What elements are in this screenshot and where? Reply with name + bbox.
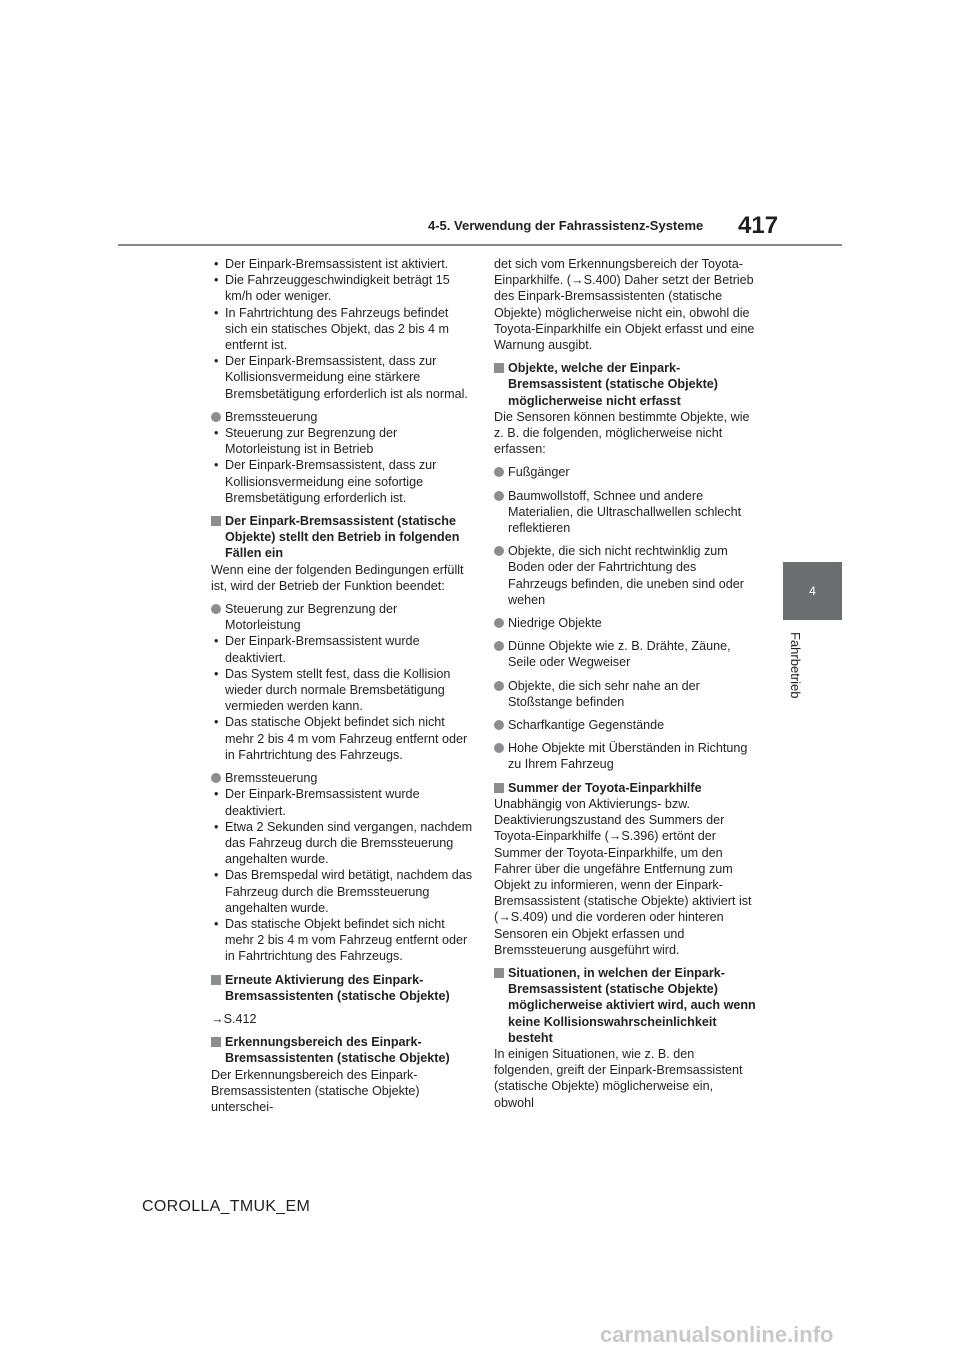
right-column [494,256,756,1118]
subheading [494,965,756,1046]
circle-bullet-icon [494,743,504,753]
undetected-item-block [494,678,756,710]
list-item: • Der Einpark-Bremsassistent wurde deaktiviert. [211,633,473,665]
brake-control-block-2 [211,770,473,964]
subheading [211,1034,473,1066]
subheading [494,780,756,796]
undetected-item-block [494,717,756,733]
circle-item-label: Objekte, die sich nicht rechtwinklig zum Boden oder der Fahrtrichtung des Fahrzeugs befinden, die uneben sind oder wehen [508,544,744,607]
reactivation-ref-block [211,1011,473,1027]
detection-cont-block [494,256,756,353]
circle-bullet-icon [494,467,504,477]
situations-heading-block [494,965,756,1046]
subheading-label: Objekte, welche der Einpark-Bremsassistent (statische Objekte) möglicherweise nicht erfasst [508,361,718,408]
paragraph: Unabhängig von Aktivierungs- bzw. Deaktivierungszustand des Summers der Toyota-Einparkhilfe (→S.396) ertönt der Summer der Toyota-Einparkhilfe, um den Fahrer über die ungefähre Entfernung zum Objekt zu informieren, wenn der Einpark-Bremsassistent (statische Objekte) aktiviert ist (→S.409) und die vorderen oder hinteren Sensoren ein Objekt erfassen und Bremssteuerung ausgeführt wird. [494,796,752,957]
detection-text-block [211,1067,473,1116]
chapter-number: 4 [809,584,816,598]
circle-bullet-icon [494,720,504,730]
paragraph: In einigen Situationen, wie z. B. den folgenden, greift der Einpark-Bremsassistent (statische Objekte) möglicherweise ein, obwohl [494,1046,743,1110]
circle-item-label: Scharfkantige Gegenstände [508,718,665,733]
circle-item [494,740,756,772]
situations-text-block [494,1046,756,1111]
watermark: carmanualsonline.info [600,1322,834,1347]
circle-item [494,488,756,537]
chapter-label: Fahrbetrieb [788,632,803,699]
list-item: • Der Einpark-Bremsassistent, dass zur Kollisionsvermeidung eine sofortige Bremsbetätigung erforderlich ist. [211,457,473,506]
subheading [494,360,756,409]
subheading-label: Der Einpark-Bremsassistent (statische Objekte) stellt den Betrieb in folgenden Fällen ein [225,514,460,561]
list-item: • Der Einpark-Bremsassistent wurde deaktiviert. [211,786,473,818]
undetected-item-block [494,464,756,480]
stop-text-block [211,562,473,594]
subheading-label: Erkennungsbereich des Einpark-Bremsassistenten (statische Objekte) [225,1035,450,1066]
list-item: • Etwa 2 Sekunden sind vergangen, nachdem das Fahrzeug durch die Bremssteuerung angehalten wurde. [211,819,473,868]
square-bullet-icon [211,1037,221,1047]
circle-item [211,770,473,786]
circle-item-label: Hohe Objekte mit Überständen in Richtung zu Ihrem Fahrzeug [508,741,748,772]
circle-item [494,615,756,631]
list-item: • Steuerung zur Begrenzung der Motorleistung ist in Betrieb [211,425,473,457]
section-title: 4-5. Verwendung der Fahrassistenz-Systeme [428,218,704,233]
page-number: 417 [738,212,779,239]
circle-bullet-icon [211,412,221,422]
subheading-label: Situationen, in welchen der Einpark-Bremsassistent (statische Objekte) möglicherweise aktiviert wird, auch wenn keine Kollisionswahrscheinlichkeit besteht [508,965,756,1045]
header-divider [118,244,842,246]
circle-item [494,543,756,608]
circle-bullet-icon [494,681,504,691]
paragraph: Wenn eine der folgenden Bedingungen erfüllt ist, wird der Betrieb der Funktion beendet: [211,562,464,593]
circle-item-label: Dünne Objekte wie z. B. Drähte, Zäune, Seile oder Wegweiser [508,639,731,670]
brake-control-block [211,409,473,506]
circle-item [494,638,756,670]
list-item: • Die Fahrzeuggeschwindigkeit beträgt 15 km/h oder weniger. [211,272,473,304]
circle-bullet-icon [494,641,504,651]
engine-limit-block [211,601,473,763]
list-item: • Der Einpark-Bremsassistent, dass zur Kollisionsvermeidung eine stärkere Bremsbetätigung erforderlich ist als normal. [211,353,473,402]
circle-bullet-icon [211,604,221,614]
undetected-item-block [494,615,756,631]
subheading [211,513,473,562]
circle-item-label: Niedrige Objekte [508,616,602,631]
circle-bullet-icon [211,773,221,783]
circle-item [211,409,473,425]
circle-bullet-icon [494,618,504,628]
circle-item [211,601,473,633]
paragraph: Der Erkennungsbereich des Einpark-Bremsassistenten (statische Objekte) unterschei- [211,1067,420,1114]
subheading-label: Summer der Toyota-Einparkhilfe [508,780,702,795]
undetected-item-block [494,638,756,670]
square-bullet-icon [211,516,221,526]
square-bullet-icon [494,783,504,793]
detection-heading-block [211,1034,473,1066]
paragraph: det sich vom Erkennungsbereich der Toyota-Einparkhilfe. (→S.400) Daher setzt der Betrieb des Einpark-Bremsassistenten (statische Objekte) möglicherweise nicht ein, obwohl die Toyota-Einparkhilfe ein Objekt erfasst und eine Warnung ausgibt. [494,257,755,353]
list-item: • Das statische Objekt befindet sich nicht mehr 2 bis 4 m vom Fahrzeug entfernt oder in Fahrtrichtung des Fahrzeugs. [211,916,473,965]
undetected-text-block [494,409,756,458]
buzzer-heading-block [494,780,756,796]
list-item: • Das statische Objekt befindet sich nicht mehr 2 bis 4 m vom Fahrzeug entfernt oder in Fahrtrichtung des Fahrzeugs. [211,714,473,763]
circle-item-label: Steuerung zur Begrenzung der Motorleistung [225,602,398,633]
circle-bullet-icon [494,546,504,556]
circle-item-label: Bremssteuerung [225,771,318,786]
list-item: • In Fahrtrichtung des Fahrzeugs befindet sich ein statisches Objekt, das 2 bis 4 m entfernt ist. [211,305,473,354]
list-item: • Der Einpark-Bremsassistent ist aktiviert. [211,256,473,272]
subheading [211,972,473,1004]
square-bullet-icon [494,363,504,373]
reactivation-heading-block [211,972,473,1004]
undetected-item-block [494,740,756,772]
undetected-item-block [494,543,756,608]
chapter-label-vertical [785,632,803,742]
buzzer-text-block [494,796,756,958]
left-column [211,256,473,1122]
circle-item [494,464,756,480]
model-code: COROLLA_TMUK_EM [142,1198,311,1215]
list-item: • Das Bremspedal wird betätigt, nachdem das Fahrzeug durch die Bremssteuerung angehalten wurde. [211,867,473,916]
stop-heading-block [211,513,473,562]
square-bullet-icon [494,968,504,978]
list-item: • Das System stellt fest, dass die Kollision wieder durch normale Bremsbetätigung vermieden werden kann. [211,666,473,715]
circle-item [494,717,756,733]
circle-item [494,678,756,710]
paragraph: Die Sensoren können bestimmte Objekte, wie z. B. die folgenden, möglicherweise nicht erfassen: [494,409,750,457]
square-bullet-icon [211,975,221,985]
chapter-tab [783,562,842,620]
undetected-item-block [494,488,756,537]
circle-bullet-icon [494,491,504,501]
undetected-heading-block [494,360,756,409]
circle-item-label: Fußgänger [508,465,570,480]
page-reference-link[interactable]: →S.412 [211,1011,257,1026]
circle-item-label: Bremssteuerung [225,409,318,424]
circle-item-label: Objekte, die sich sehr nahe an der Stoßstange befinden [508,678,700,709]
circle-item-label: Baumwollstoff, Schnee und andere Materialien, die Ultraschallwellen schlecht reflektieren [508,488,742,536]
intro-bullet-list [211,256,473,402]
subheading-label: Erneute Aktivierung des Einpark-Bremsassistenten (statische Objekte) [225,972,450,1003]
